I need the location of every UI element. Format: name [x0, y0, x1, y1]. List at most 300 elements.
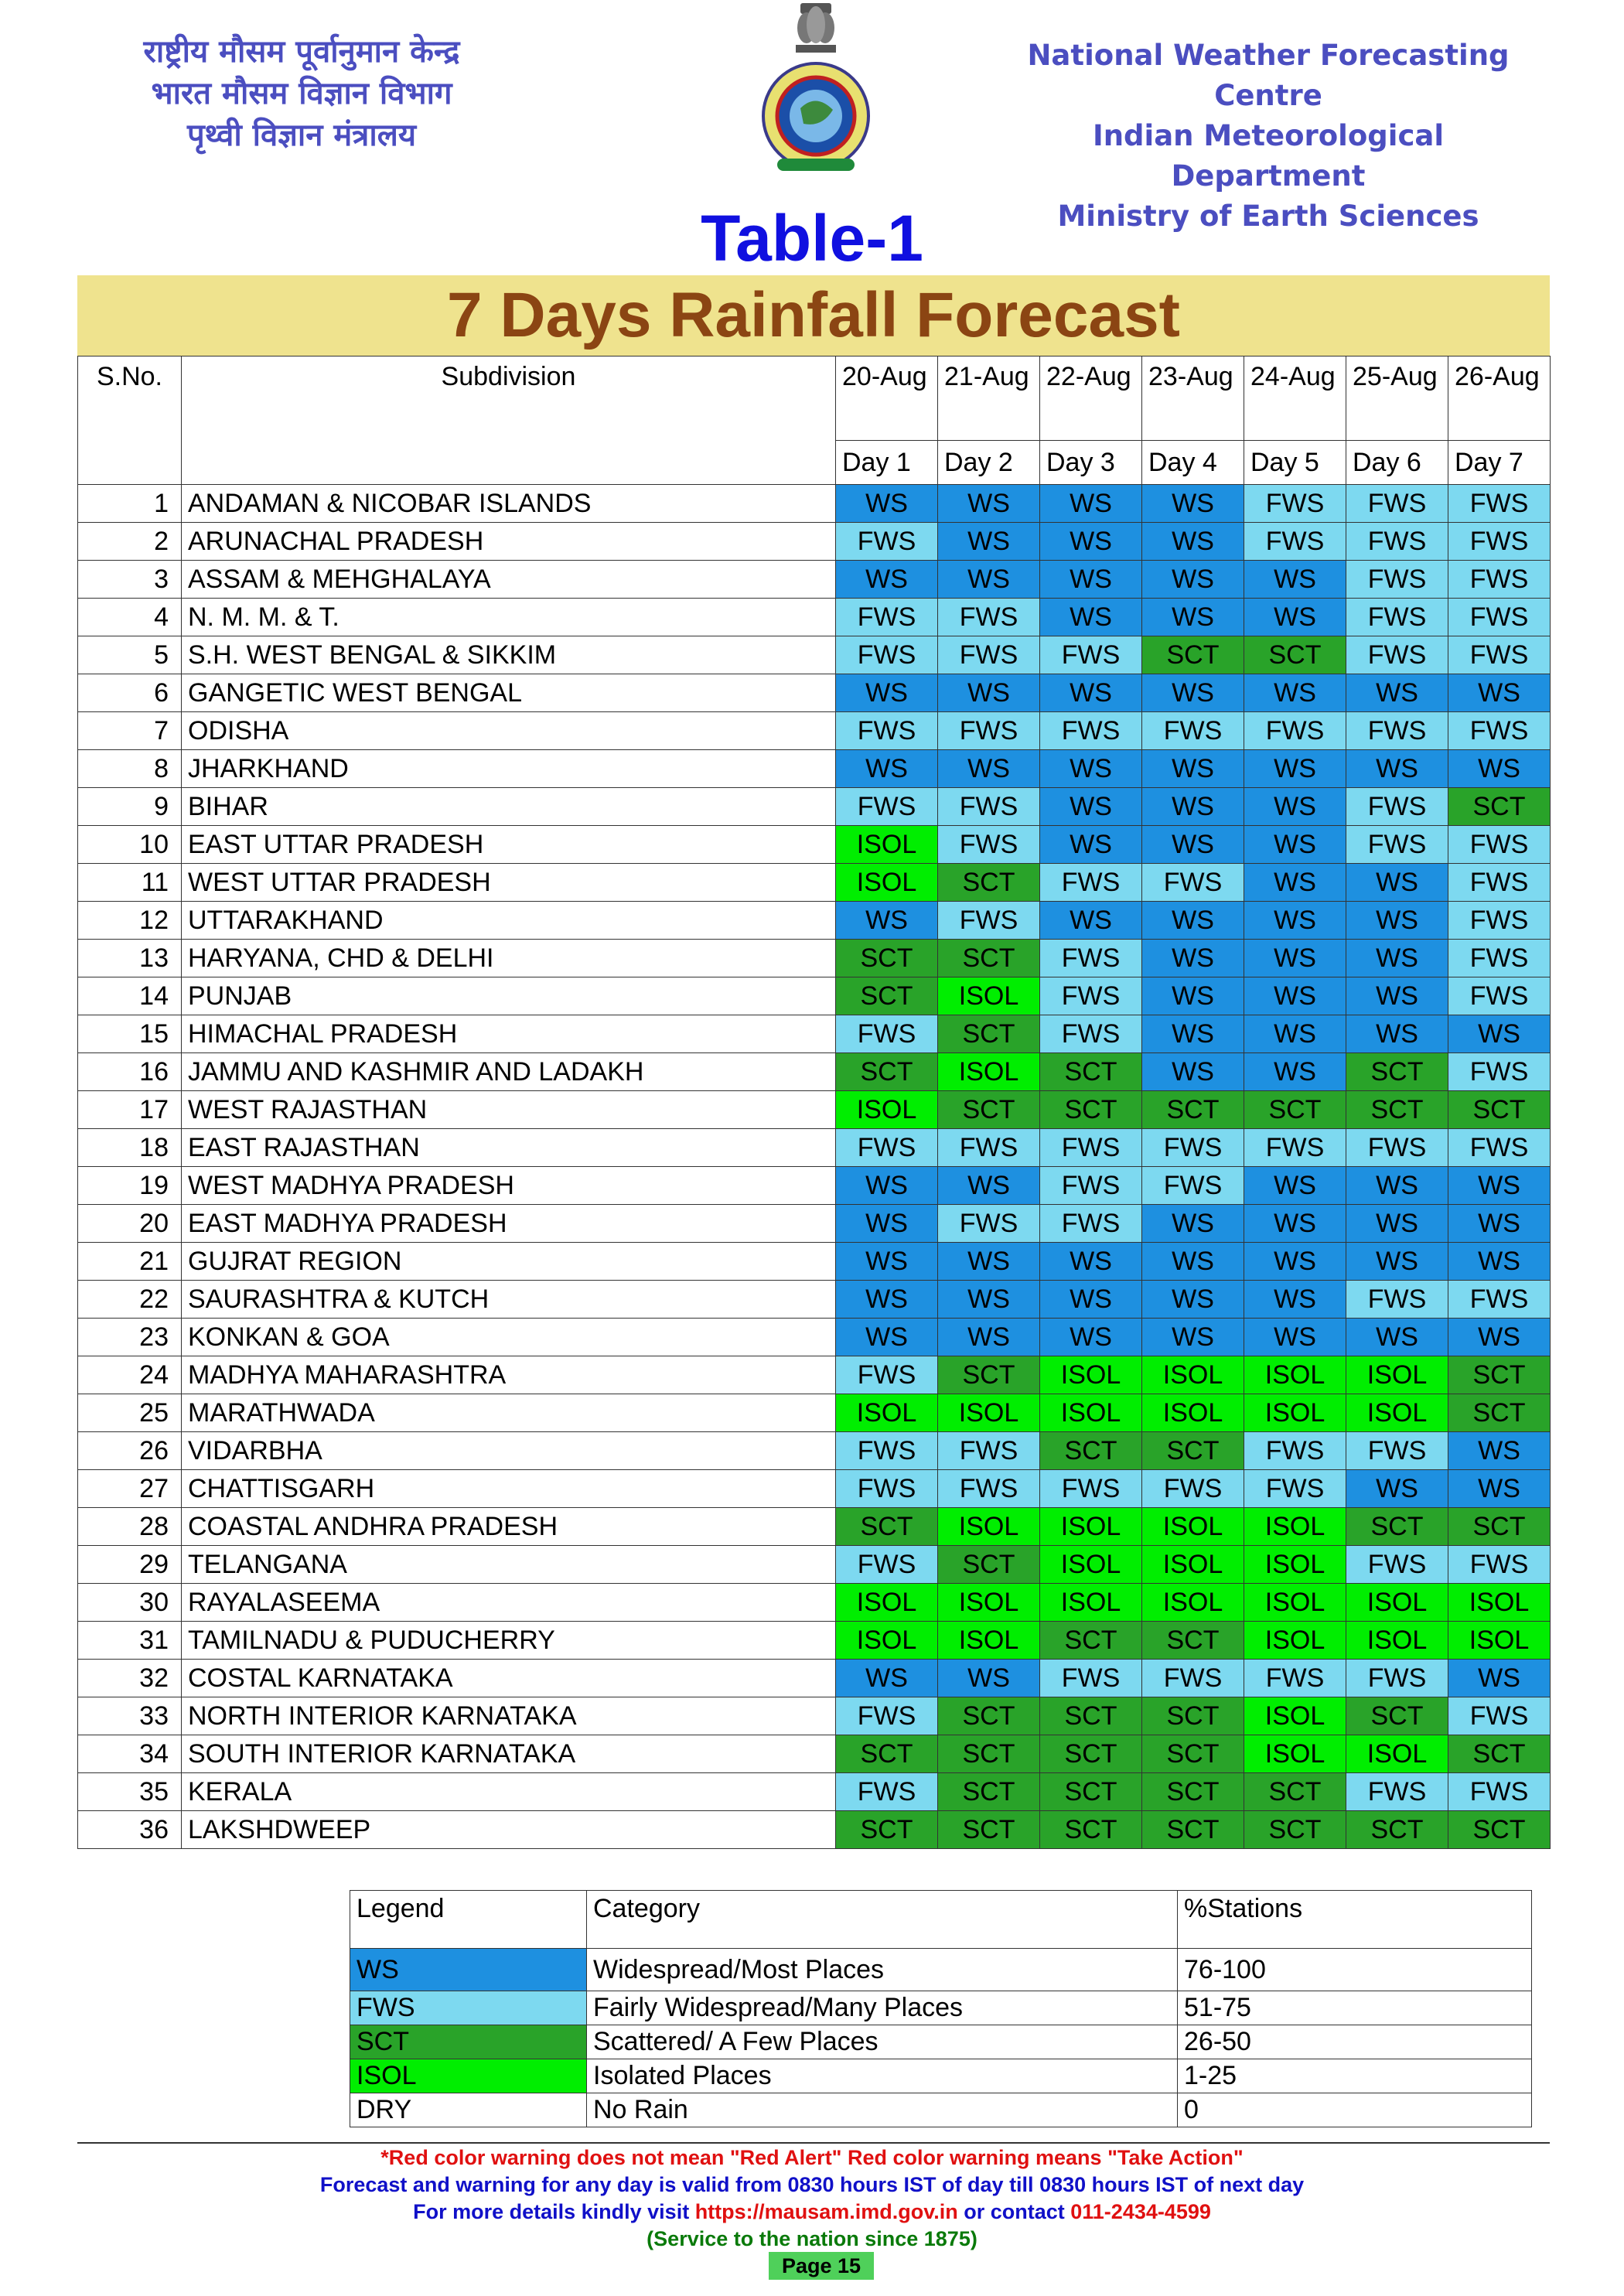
table-row [78, 523, 1551, 561]
legend-row [350, 2025, 1532, 2059]
forecast-cell: WS [1448, 1319, 1551, 1356]
footer-visit-text: For more details kindly visit [413, 2200, 695, 2223]
forecast-table-body [78, 485, 1551, 1849]
table-row [78, 1319, 1551, 1356]
legend-table [350, 1890, 1532, 2127]
forecast-cell: WS [1346, 864, 1448, 902]
table-row [78, 1773, 1551, 1811]
forecast-cell: WS [1244, 1053, 1346, 1091]
imd-emblem-icon [762, 0, 870, 186]
forecast-cell: FWS [1346, 599, 1448, 636]
forecast-cell: SCT [1448, 1508, 1551, 1546]
forecast-cell: FWS [1448, 561, 1551, 599]
forecast-cell: FWS [938, 788, 1040, 826]
forecast-cell: WS [1142, 1205, 1244, 1243]
footer-website-link[interactable]: https://mausam.imd.gov.in [694, 2200, 958, 2223]
forecast-cell: ISOL [1040, 1546, 1142, 1584]
forecast-cell: FWS [938, 599, 1040, 636]
row-sno: 22 [78, 1281, 182, 1319]
legend-category: Isolated Places [587, 2059, 1178, 2093]
forecast-cell: SCT [1346, 1508, 1448, 1546]
forecast-cell: SCT [938, 864, 1040, 902]
forecast-cell: FWS [1040, 712, 1142, 750]
row-sno: 15 [78, 1015, 182, 1053]
legend-code: FWS [350, 1991, 587, 2025]
forecast-cell: WS [1142, 1053, 1244, 1091]
legend-stations: 0 [1178, 2093, 1532, 2127]
forecast-cell: WS [938, 523, 1040, 561]
forecast-cell: WS [1040, 788, 1142, 826]
forecast-cell: WS [1346, 1167, 1448, 1205]
forecast-cell: SCT [1040, 1697, 1142, 1735]
forecast-cell: WS [1142, 940, 1244, 977]
table-row [78, 1470, 1551, 1508]
forecast-cell: FWS [1448, 1053, 1551, 1091]
forecast-cell: FWS [1040, 864, 1142, 902]
forecast-cell: WS [1346, 1015, 1448, 1053]
forecast-cell: WS [1244, 1205, 1346, 1243]
forecast-cell: SCT [938, 1697, 1040, 1735]
forecast-cell: WS [1448, 1243, 1551, 1281]
forecast-cell: ISOL [1448, 1584, 1551, 1622]
legend-row [350, 2093, 1532, 2127]
forecast-cell: FWS [1244, 712, 1346, 750]
forecast-cell: SCT [1040, 1773, 1142, 1811]
forecast-cell: WS [836, 674, 938, 712]
row-subdivision: HIMACHAL PRADESH [182, 1015, 836, 1053]
forecast-cell: WS [1142, 523, 1244, 561]
english-line-1: National Weather Forecasting Centre [1027, 39, 1510, 112]
forecast-cell: WS [1040, 1281, 1142, 1319]
forecast-cell: SCT [836, 940, 938, 977]
legend-code: ISOL [350, 2059, 587, 2093]
forecast-cell: FWS [938, 1432, 1040, 1470]
forecast-cell: ISOL [836, 826, 938, 864]
row-subdivision: VIDARBHA [182, 1432, 836, 1470]
footer-contact-text: or contact [957, 2200, 1071, 2223]
row-sno: 33 [78, 1697, 182, 1735]
row-sno: 29 [78, 1546, 182, 1584]
forecast-cell: FWS [1448, 940, 1551, 977]
forecast-cell: WS [1142, 1015, 1244, 1053]
forecast-cell: WS [1040, 561, 1142, 599]
forecast-cell: FWS [938, 1129, 1040, 1167]
forecast-cell: SCT [938, 1015, 1040, 1053]
forecast-cell: WS [1244, 940, 1346, 977]
table-row [78, 599, 1551, 636]
day-header: Day 4 [1142, 441, 1244, 485]
date-header: 26-Aug [1448, 357, 1551, 441]
forecast-cell: SCT [1244, 1091, 1346, 1129]
forecast-cell: WS [1142, 750, 1244, 788]
row-subdivision: ASSAM & MEHGHALAYA [182, 561, 836, 599]
forecast-cell: FWS [938, 712, 1040, 750]
forecast-cell: WS [938, 561, 1040, 599]
forecast-cell: WS [1346, 1243, 1448, 1281]
day-header: Day 7 [1448, 441, 1551, 485]
forecast-cell: FWS [836, 712, 938, 750]
forecast-cell: ISOL [938, 977, 1040, 1015]
hindi-header [85, 31, 518, 156]
row-subdivision: WEST RAJASTHAN [182, 1091, 836, 1129]
forecast-cell: FWS [1448, 902, 1551, 940]
forecast-cell: ISOL [1244, 1735, 1346, 1773]
forecast-cell: FWS [1448, 1697, 1551, 1735]
forecast-cell: FWS [1142, 1470, 1244, 1508]
forecast-cell: WS [1040, 599, 1142, 636]
forecast-cell: WS [836, 485, 938, 523]
legend-stations: 26-50 [1178, 2025, 1532, 2059]
forecast-cell: FWS [1448, 977, 1551, 1015]
forecast-cell: WS [1244, 750, 1346, 788]
forecast-cell: WS [1142, 788, 1244, 826]
forecast-cell: ISOL [1346, 1356, 1448, 1394]
forecast-cell: ISOL [1142, 1546, 1244, 1584]
legend-stations: 76-100 [1178, 1949, 1532, 1991]
row-subdivision: RAYALASEEMA [182, 1584, 836, 1622]
forecast-cell: WS [1040, 1243, 1142, 1281]
forecast-cell: FWS [1142, 1129, 1244, 1167]
forecast-cell: FWS [1346, 712, 1448, 750]
row-subdivision: CHATTISGARH [182, 1470, 836, 1508]
hindi-line-3: पृथ्वी विज्ञान मंत्रालय [186, 118, 417, 153]
forecast-cell: WS [1448, 1167, 1551, 1205]
forecast-cell: FWS [1040, 1129, 1142, 1167]
english-line-2: Indian Meteorological Department [1092, 119, 1445, 193]
forecast-cell: WS [1244, 1167, 1346, 1205]
table-row [78, 788, 1551, 826]
hindi-line-2: भारत मौसम विज्ञान विभाग [151, 76, 452, 111]
date-header: 24-Aug [1244, 357, 1346, 441]
legend-code: SCT [350, 2025, 587, 2059]
forecast-cell: FWS [938, 826, 1040, 864]
forecast-cell: ISOL [836, 1091, 938, 1129]
forecast-cell: FWS [938, 636, 1040, 674]
forecast-table [77, 356, 1551, 1849]
forecast-cell: WS [836, 1167, 938, 1205]
forecast-cell: SCT [836, 977, 938, 1015]
forecast-cell: WS [1346, 902, 1448, 940]
forecast-cell: ISOL [836, 1622, 938, 1660]
forecast-cell: SCT [1448, 1735, 1551, 1773]
row-sno: 12 [78, 902, 182, 940]
forecast-cell: WS [1142, 826, 1244, 864]
forecast-cell: WS [938, 1319, 1040, 1356]
forecast-cell: SCT [1346, 1697, 1448, 1735]
stations-col-header: %Stations [1178, 1891, 1532, 1949]
forecast-cell: FWS [1346, 636, 1448, 674]
forecast-cell: FWS [1346, 523, 1448, 561]
forecast-cell: ISOL [938, 1622, 1040, 1660]
forecast-cell: ISOL [1244, 1622, 1346, 1660]
forecast-cell: WS [1244, 1015, 1346, 1053]
forecast-cell: FWS [836, 1546, 938, 1584]
row-subdivision: EAST MADHYA PRADESH [182, 1205, 836, 1243]
footer-contact-line [0, 2198, 1624, 2226]
row-subdivision: SOUTH INTERIOR KARNATAKA [182, 1735, 836, 1773]
table-row [78, 1243, 1551, 1281]
forecast-cell: SCT [1142, 1622, 1244, 1660]
table-row [78, 1015, 1551, 1053]
row-subdivision: PUNJAB [182, 977, 836, 1015]
legend-code: WS [350, 1949, 587, 1991]
row-sno: 4 [78, 599, 182, 636]
page-number: Page 15 [769, 2252, 874, 2280]
table-row [78, 1356, 1551, 1394]
forecast-cell: FWS [1040, 1167, 1142, 1205]
forecast-cell: FWS [836, 1129, 938, 1167]
row-sno: 6 [78, 674, 182, 712]
forecast-banner-title: 7 Days Rainfall Forecast [77, 275, 1550, 356]
row-subdivision: WEST UTTAR PRADESH [182, 864, 836, 902]
forecast-cell: WS [836, 1660, 938, 1697]
forecast-cell: WS [836, 1319, 938, 1356]
row-subdivision: ANDAMAN & NICOBAR ISLANDS [182, 485, 836, 523]
forecast-cell: FWS [836, 523, 938, 561]
forecast-cell: FWS [836, 1015, 938, 1053]
row-subdivision: LAKSHDWEEP [182, 1811, 836, 1849]
footer-validity-note: Forecast and warning for any day is valid from 0830 hours IST of day till 0830 hours IST of next day [319, 2173, 1305, 2196]
forecast-cell: WS [938, 674, 1040, 712]
table-row [78, 1622, 1551, 1660]
date-header: 21-Aug [938, 357, 1040, 441]
forecast-cell: ISOL [1244, 1584, 1346, 1622]
forecast-cell: WS [1448, 750, 1551, 788]
table-row [78, 674, 1551, 712]
row-subdivision: ODISHA [182, 712, 836, 750]
table-row [78, 826, 1551, 864]
forecast-cell: FWS [1040, 1470, 1142, 1508]
forecast-cell: ISOL [1142, 1394, 1244, 1432]
forecast-cell: SCT [1142, 1697, 1244, 1735]
legend-category: Fairly Widespread/Many Places [587, 1991, 1178, 2025]
legend-stations: 1-25 [1178, 2059, 1532, 2093]
forecast-cell: FWS [1448, 1281, 1551, 1319]
forecast-cell: WS [1244, 1281, 1346, 1319]
legend-row [350, 1991, 1532, 2025]
row-sno: 30 [78, 1584, 182, 1622]
forecast-cell: ISOL [1244, 1394, 1346, 1432]
forecast-cell: SCT [1142, 1773, 1244, 1811]
row-subdivision: JHARKHAND [182, 750, 836, 788]
forecast-cell: SCT [1142, 1091, 1244, 1129]
forecast-cell: SCT [1040, 1432, 1142, 1470]
row-subdivision: KONKAN & GOA [182, 1319, 836, 1356]
table-row [78, 1432, 1551, 1470]
row-sno: 16 [78, 1053, 182, 1091]
row-sno: 25 [78, 1394, 182, 1432]
forecast-cell: SCT [1040, 1091, 1142, 1129]
table-row [78, 1811, 1551, 1849]
row-subdivision: JAMMU AND KASHMIR AND LADAKH [182, 1053, 836, 1091]
forecast-cell: FWS [1448, 1773, 1551, 1811]
table-row [78, 1205, 1551, 1243]
row-sno: 7 [78, 712, 182, 750]
forecast-cell: FWS [1040, 636, 1142, 674]
legend-category: Widespread/Most Places [587, 1949, 1178, 1991]
table-row [78, 1394, 1551, 1432]
forecast-cell: FWS [1346, 1546, 1448, 1584]
row-sno: 21 [78, 1243, 182, 1281]
table-row [78, 1546, 1551, 1584]
date-header: 22-Aug [1040, 357, 1142, 441]
forecast-cell: ISOL [938, 1053, 1040, 1091]
forecast-cell: FWS [1448, 523, 1551, 561]
forecast-cell: SCT [938, 1811, 1040, 1849]
forecast-cell: ISOL [1040, 1394, 1142, 1432]
forecast-cell: FWS [836, 636, 938, 674]
legend-header-row [350, 1891, 1532, 1949]
row-subdivision: TAMILNADU & PUDUCHERRY [182, 1622, 836, 1660]
forecast-cell: WS [938, 1660, 1040, 1697]
forecast-cell: SCT [836, 1811, 938, 1849]
table-row [78, 712, 1551, 750]
forecast-cell: WS [1142, 902, 1244, 940]
forecast-cell: FWS [1040, 1205, 1142, 1243]
forecast-cell: SCT [938, 940, 1040, 977]
forecast-cell: FWS [1448, 826, 1551, 864]
row-sno: 32 [78, 1660, 182, 1697]
forecast-cell: SCT [1244, 1811, 1346, 1849]
row-sno: 24 [78, 1356, 182, 1394]
row-subdivision: BIHAR [182, 788, 836, 826]
forecast-cell: WS [1040, 750, 1142, 788]
day-header: Day 2 [938, 441, 1040, 485]
forecast-cell: FWS [1448, 864, 1551, 902]
row-sno: 34 [78, 1735, 182, 1773]
forecast-cell: FWS [1142, 1660, 1244, 1697]
forecast-cell: WS [1448, 1470, 1551, 1508]
forecast-cell: WS [1244, 826, 1346, 864]
forecast-cell: ISOL [1448, 1622, 1551, 1660]
forecast-cell: WS [938, 1281, 1040, 1319]
forecast-cell: SCT [1448, 788, 1551, 826]
forecast-cell: WS [938, 1243, 1040, 1281]
forecast-cell: FWS [836, 1432, 938, 1470]
forecast-cell: SCT [938, 1546, 1040, 1584]
row-subdivision: ARUNACHAL PRADESH [182, 523, 836, 561]
forecast-cell: WS [836, 750, 938, 788]
forecast-cell: SCT [1142, 636, 1244, 674]
forecast-cell: SCT [836, 1735, 938, 1773]
forecast-cell: FWS [1448, 1546, 1551, 1584]
forecast-cell: WS [836, 1205, 938, 1243]
forecast-cell: WS [1040, 826, 1142, 864]
forecast-cell: SCT [1448, 1394, 1551, 1432]
row-sno: 1 [78, 485, 182, 523]
forecast-cell: SCT [1040, 1735, 1142, 1773]
forecast-cell: SCT [1142, 1735, 1244, 1773]
forecast-cell: WS [1244, 599, 1346, 636]
table-row [78, 1697, 1551, 1735]
forecast-cell: FWS [1346, 1281, 1448, 1319]
table-row [78, 1167, 1551, 1205]
forecast-cell: WS [1448, 1432, 1551, 1470]
legend-code: DRY [350, 2093, 587, 2127]
table-title: Table-1 [701, 202, 923, 275]
row-sno: 14 [78, 977, 182, 1015]
forecast-cell: WS [1244, 561, 1346, 599]
row-subdivision: KERALA [182, 1773, 836, 1811]
forecast-cell: SCT [938, 1773, 1040, 1811]
day-header: Day 1 [836, 441, 938, 485]
forecast-cell: ISOL [1346, 1735, 1448, 1773]
forecast-cell: ISOL [1346, 1622, 1448, 1660]
footer-service-note: (Service to the nation since 1875) [647, 2227, 977, 2250]
forecast-cell: SCT [938, 1091, 1040, 1129]
forecast-cell: WS [836, 1243, 938, 1281]
forecast-cell: FWS [1040, 977, 1142, 1015]
forecast-cell: FWS [938, 1205, 1040, 1243]
forecast-cell: SCT [1346, 1091, 1448, 1129]
row-sno: 2 [78, 523, 182, 561]
forecast-cell: WS [1448, 1015, 1551, 1053]
forecast-cell: WS [836, 561, 938, 599]
date-header: 25-Aug [1346, 357, 1448, 441]
row-sno: 10 [78, 826, 182, 864]
row-sno: 18 [78, 1129, 182, 1167]
forecast-cell: WS [1346, 940, 1448, 977]
forecast-cell: FWS [1346, 1660, 1448, 1697]
row-subdivision: WEST MADHYA PRADESH [182, 1167, 836, 1205]
table-row [78, 1281, 1551, 1319]
forecast-cell: FWS [1448, 636, 1551, 674]
row-subdivision: COSTAL KARNATAKA [182, 1660, 836, 1697]
row-sno: 26 [78, 1432, 182, 1470]
forecast-cell: FWS [1040, 1660, 1142, 1697]
forecast-cell: FWS [1448, 485, 1551, 523]
row-subdivision: GANGETIC WEST BENGAL [182, 674, 836, 712]
row-sno: 5 [78, 636, 182, 674]
row-sno: 20 [78, 1205, 182, 1243]
forecast-cell: ISOL [1142, 1356, 1244, 1394]
forecast-cell: ISOL [1142, 1508, 1244, 1546]
forecast-cell: SCT [1142, 1432, 1244, 1470]
forecast-cell: WS [1142, 1319, 1244, 1356]
row-sno: 36 [78, 1811, 182, 1849]
forecast-cell: WS [1448, 1660, 1551, 1697]
forecast-cell: WS [1142, 599, 1244, 636]
forecast-cell: ISOL [836, 1584, 938, 1622]
forecast-cell: FWS [1244, 523, 1346, 561]
forecast-cell: SCT [836, 1508, 938, 1546]
forecast-cell: WS [1448, 1205, 1551, 1243]
forecast-cell: FWS [1244, 1660, 1346, 1697]
forecast-cell: FWS [1346, 826, 1448, 864]
table-row [78, 561, 1551, 599]
table-row [78, 1129, 1551, 1167]
table-row [78, 750, 1551, 788]
row-subdivision: SAURASHTRA & KUTCH [182, 1281, 836, 1319]
forecast-cell: WS [1142, 674, 1244, 712]
forecast-cell: WS [1142, 977, 1244, 1015]
forecast-cell: WS [1244, 864, 1346, 902]
row-subdivision: MARATHWADA [182, 1394, 836, 1432]
date-header: 20-Aug [836, 357, 938, 441]
legend-stations: 51-75 [1178, 1991, 1532, 2025]
forecast-cell: FWS [836, 1773, 938, 1811]
forecast-cell: ISOL [1244, 1356, 1346, 1394]
forecast-cell: WS [1346, 674, 1448, 712]
row-sno: 35 [78, 1773, 182, 1811]
forecast-cell: WS [1040, 485, 1142, 523]
forecast-cell: FWS [1346, 1773, 1448, 1811]
row-sno: 27 [78, 1470, 182, 1508]
forecast-cell: ISOL [1346, 1394, 1448, 1432]
forecast-cell: SCT [1346, 1053, 1448, 1091]
date-header-row [78, 357, 1551, 441]
forecast-cell: SCT [1346, 1811, 1448, 1849]
